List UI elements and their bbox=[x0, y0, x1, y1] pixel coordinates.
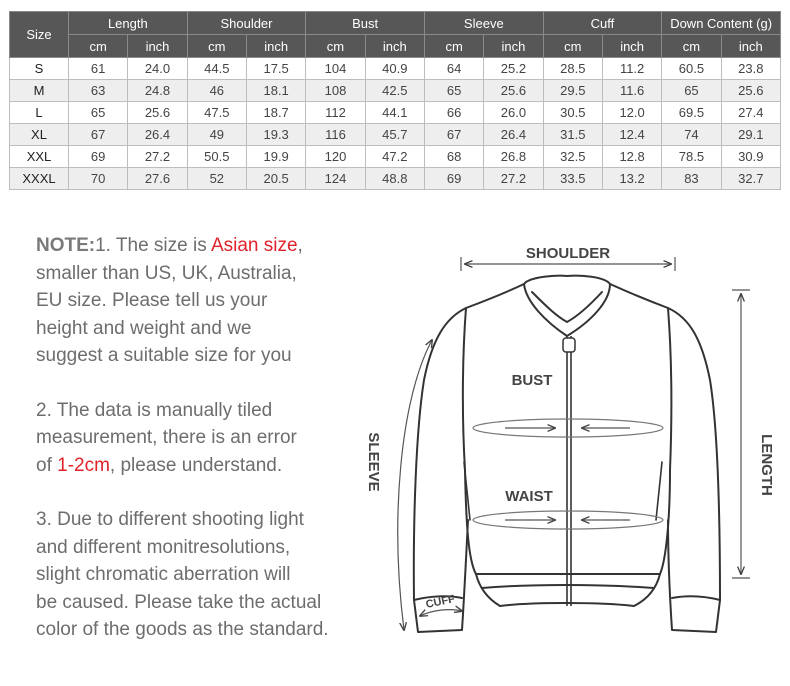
measurement-cell: 66 bbox=[424, 102, 483, 124]
measurement-cell: 46 bbox=[187, 80, 246, 102]
error-range-highlight: 1-2cm bbox=[57, 454, 110, 476]
measurement-cell: 25.6 bbox=[128, 102, 187, 124]
measurement-cell: 30.5 bbox=[543, 102, 602, 124]
measurement-cell: 70 bbox=[69, 168, 128, 190]
size-cell: M bbox=[10, 80, 69, 102]
measurement-cell: 69 bbox=[424, 168, 483, 190]
table-row bbox=[10, 80, 781, 102]
unit-header: cm bbox=[69, 35, 128, 58]
size-table-body bbox=[10, 58, 781, 190]
measurement-cell: 24.0 bbox=[128, 58, 187, 80]
measurement-cell: 12.4 bbox=[602, 124, 661, 146]
measurement-cell: 116 bbox=[306, 124, 365, 146]
measurement-cell: 69.5 bbox=[662, 102, 721, 124]
unit-header: cm bbox=[543, 35, 602, 58]
measurement-cell: 20.5 bbox=[246, 168, 305, 190]
measurement-cell: 12.8 bbox=[602, 146, 661, 168]
measurement-cell: 29.1 bbox=[721, 124, 780, 146]
measurement-cell: 67 bbox=[69, 124, 128, 146]
measurement-cell: 112 bbox=[306, 102, 365, 124]
measurement-cell: 50.5 bbox=[187, 146, 246, 168]
measurement-cell: 108 bbox=[306, 80, 365, 102]
sleeve-label: SLEEVE bbox=[365, 432, 382, 492]
measurement-cell: 24.8 bbox=[128, 80, 187, 102]
measurement-cell: 120 bbox=[306, 146, 365, 168]
measurement-cell: 83 bbox=[662, 168, 721, 190]
unit-header: inch bbox=[246, 35, 305, 58]
measurement-cell: 52 bbox=[187, 168, 246, 190]
waist-label: WAIST bbox=[505, 488, 553, 505]
measurement-cell: 12.0 bbox=[602, 102, 661, 124]
measurement-cell: 47.5 bbox=[187, 102, 246, 124]
measurement-cell: 30.9 bbox=[721, 146, 780, 168]
table-row bbox=[10, 124, 781, 146]
measurement-cell: 19.3 bbox=[246, 124, 305, 146]
measurement-cell: 64 bbox=[424, 58, 483, 80]
measurement-cell: 19.9 bbox=[246, 146, 305, 168]
measurement-cell: 17.5 bbox=[246, 58, 305, 80]
size-column-header: Size bbox=[10, 12, 69, 58]
measurement-cell: 65 bbox=[662, 80, 721, 102]
measurement-cell: 33.5 bbox=[543, 168, 602, 190]
shoulder-label: SHOULDER bbox=[525, 245, 611, 262]
measurement-cell: 32.5 bbox=[543, 146, 602, 168]
measurement-cell: 26.0 bbox=[484, 102, 543, 124]
measurement-cell: 124 bbox=[306, 168, 365, 190]
measurement-cell: 44.1 bbox=[365, 102, 424, 124]
note-2 bbox=[36, 397, 366, 480]
table-row bbox=[10, 146, 781, 168]
measurement-cell: 27.2 bbox=[128, 146, 187, 168]
unit-header: inch bbox=[484, 35, 543, 58]
table-row bbox=[10, 102, 781, 124]
measurement-cell: 18.7 bbox=[246, 102, 305, 124]
group-header-row bbox=[10, 12, 781, 35]
note-1-text-a: 1. The size is bbox=[95, 235, 211, 256]
measurement-cell: 68 bbox=[424, 146, 483, 168]
measurement-cell: 18.1 bbox=[246, 80, 305, 102]
measurement-cell: 28.5 bbox=[543, 58, 602, 80]
measurement-cell: 67 bbox=[424, 124, 483, 146]
unit-header: inch bbox=[128, 35, 187, 58]
bust-label: BUST bbox=[511, 372, 553, 389]
cuff-header: Cuff bbox=[543, 12, 662, 35]
length-header: Length bbox=[69, 12, 188, 35]
unit-header: cm bbox=[662, 35, 721, 58]
size-chart-table bbox=[9, 11, 781, 190]
measurement-cell: 25.6 bbox=[721, 80, 780, 102]
size-cell: S bbox=[10, 58, 69, 80]
measurement-cell: 26.8 bbox=[484, 146, 543, 168]
measurement-cell: 27.4 bbox=[721, 102, 780, 124]
measurement-cell: 25.2 bbox=[484, 58, 543, 80]
unit-header: cm bbox=[187, 35, 246, 58]
note-3: 3. Due to different shooting light and different monitresolutions, slight chromatic aberration will be caused. Please take the actual color of the goods as the standard. bbox=[36, 509, 329, 640]
cuff-label: CUFF bbox=[424, 593, 456, 611]
table-row bbox=[10, 168, 781, 190]
table-row bbox=[10, 58, 781, 80]
sleeve-header: Sleeve bbox=[424, 12, 543, 35]
size-cell: XXL bbox=[10, 146, 69, 168]
measurement-cell: 26.4 bbox=[484, 124, 543, 146]
measurement-cell: 27.6 bbox=[128, 168, 187, 190]
shoulder-dimension bbox=[461, 245, 675, 271]
measurement-cell: 45.7 bbox=[365, 124, 424, 146]
size-cell: L bbox=[10, 102, 69, 124]
bust-header: Bust bbox=[306, 12, 425, 35]
note-1-text-b: , smaller than US, UK, Australia, EU size. Please tell us your height and weight and we suggest a suitable size for you bbox=[36, 235, 303, 366]
measurement-cell: 11.2 bbox=[602, 58, 661, 80]
measurement-cell: 61 bbox=[69, 58, 128, 80]
note-1 bbox=[36, 232, 366, 370]
measurement-cell: 49 bbox=[187, 124, 246, 146]
measurement-cell: 40.9 bbox=[365, 58, 424, 80]
measurement-cell: 78.5 bbox=[662, 146, 721, 168]
unit-header: cm bbox=[424, 35, 483, 58]
note-label: NOTE: bbox=[36, 235, 96, 256]
measurement-cell: 32.7 bbox=[721, 168, 780, 190]
jacket-measurement-diagram bbox=[355, 230, 785, 680]
unit-header-row bbox=[10, 35, 781, 58]
measurement-cell: 74 bbox=[662, 124, 721, 146]
measurement-cell: 11.6 bbox=[602, 80, 661, 102]
measurement-cell: 65 bbox=[69, 102, 128, 124]
notes-block bbox=[36, 232, 366, 671]
measurement-cell: 25.6 bbox=[484, 80, 543, 102]
measurement-cell: 63 bbox=[69, 80, 128, 102]
measurement-cell: 47.2 bbox=[365, 146, 424, 168]
unit-header: inch bbox=[721, 35, 780, 58]
unit-header: inch bbox=[365, 35, 424, 58]
shoulder-header: Shoulder bbox=[187, 12, 306, 35]
size-cell: XXXL bbox=[10, 168, 69, 190]
unit-header: inch bbox=[602, 35, 661, 58]
length-dimension bbox=[732, 290, 775, 578]
measurement-cell: 29.5 bbox=[543, 80, 602, 102]
measurement-cell: 44.5 bbox=[187, 58, 246, 80]
measurement-cell: 42.5 bbox=[365, 80, 424, 102]
note-2-text-a: 2. The data is manually tiled measurement, there is an error of bbox=[36, 399, 297, 476]
asian-size-highlight: Asian size bbox=[210, 235, 298, 256]
measurement-cell: 60.5 bbox=[662, 58, 721, 80]
measurement-cell: 27.2 bbox=[484, 168, 543, 190]
bust-dimension bbox=[473, 372, 663, 437]
measurement-cell: 31.5 bbox=[543, 124, 602, 146]
measurement-cell: 26.4 bbox=[128, 124, 187, 146]
zipper bbox=[563, 336, 575, 606]
size-cell: XL bbox=[10, 124, 69, 146]
measurement-cell: 65 bbox=[424, 80, 483, 102]
measurement-cell: 23.8 bbox=[721, 58, 780, 80]
sleeve-dimension bbox=[365, 340, 432, 630]
length-label: LENGTH bbox=[758, 434, 775, 496]
down-content-header: Down Content (g) bbox=[662, 12, 781, 35]
measurement-cell: 104 bbox=[306, 58, 365, 80]
measurement-cell: 69 bbox=[69, 146, 128, 168]
waist-dimension bbox=[473, 488, 663, 529]
measurement-cell: 13.2 bbox=[602, 168, 661, 190]
unit-header: cm bbox=[306, 35, 365, 58]
note-2-text-b: , please understand. bbox=[109, 454, 283, 476]
measurement-cell: 48.8 bbox=[365, 168, 424, 190]
